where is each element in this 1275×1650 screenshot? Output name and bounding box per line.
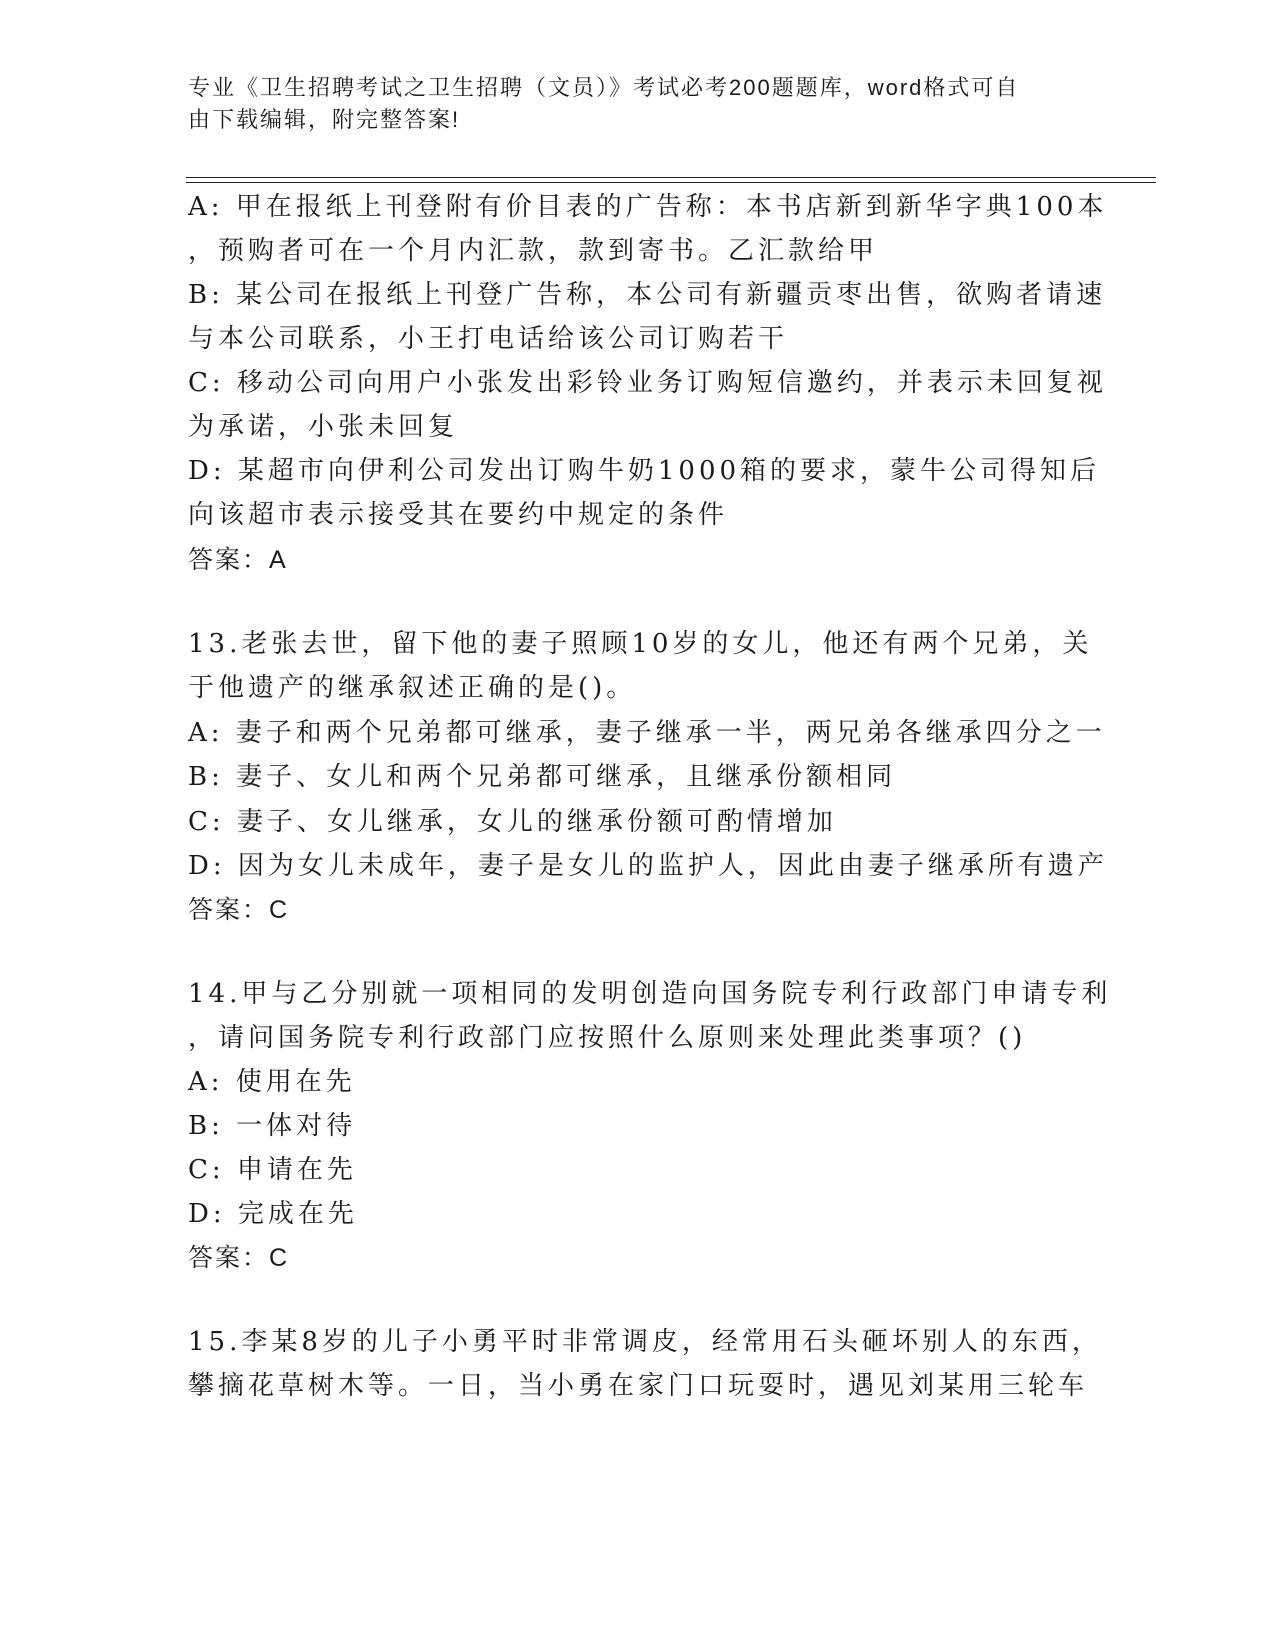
q12-option-d-line1: D: 某超市向伊利公司发出订购牛奶1000箱的要求，蒙牛公司得知后 bbox=[188, 456, 1101, 486]
q12-option-a-line1: A: 甲在报纸上刊登附有价目表的广告称：本书店新到新华字典100本 bbox=[188, 192, 1108, 222]
q15-question-line1: 15.李某8岁的儿子小勇平时非常调皮，经常用石头砸坏别人的东西， bbox=[188, 1327, 1102, 1357]
q14-option-d: D: 完成在先 bbox=[188, 1199, 358, 1229]
document-header bbox=[188, 72, 1068, 136]
header-divider-bottom bbox=[186, 182, 1156, 183]
q14-option-b: B: 一体对待 bbox=[188, 1111, 357, 1141]
q12-option-b-line1: B: 某公司在报纸上刊登广告称，本公司有新疆贡枣出售，欲购者请速 bbox=[188, 280, 1107, 310]
q13-option-c: C: 妻子、女儿继承，女儿的继承份额可酌情增加 bbox=[188, 807, 837, 837]
q14-question-line2: ，请问国务院专利行政部门应按照什么原则来处理此类事项？() bbox=[188, 1023, 1027, 1053]
q15-question-line2: 攀摘花草树木等。一日，当小勇在家门口玩耍时，遇见刘某用三轮车 bbox=[188, 1371, 1089, 1401]
q12-option-b-line2: 与本公司联系，小王打电话给该公司订购若干 bbox=[188, 324, 789, 354]
q14-answer: 答案：C bbox=[188, 1244, 290, 1272]
q13-option-d: D: 因为女儿未成年，妻子是女儿的监护人，因此由妻子继承所有遗产 bbox=[188, 851, 1108, 881]
q12-answer: 答案：A bbox=[188, 546, 288, 574]
q13-option-a: A: 妻子和两个兄弟都可继承，妻子继承一半，两兄弟各继承四分之一 bbox=[188, 718, 1106, 748]
q12-option-a-line2: ，预购者可在一个月内汇款，款到寄书。乙汇款给甲 bbox=[188, 236, 879, 266]
q13-question-line2: 于他遗产的继承叙述正确的是()。 bbox=[188, 673, 637, 703]
q14-option-a: A: 使用在先 bbox=[188, 1067, 356, 1097]
header-line-2: 由下载编辑，附完整答案! bbox=[188, 107, 461, 132]
q12-option-c-line1: C: 移动公司向用户小张发出彩铃业务订购短信邀约，并表示未回复视 bbox=[188, 368, 1107, 398]
header-divider-top bbox=[186, 177, 1156, 178]
q12-option-d-line2: 向该超市表示接受其在要约中规定的条件 bbox=[188, 500, 729, 530]
q12-option-c-line2: 为承诺，小张未回复 bbox=[188, 412, 459, 442]
q13-question-line1: 13.老张去世，留下他的妻子照顾10岁的女儿，他还有两个兄弟，关 bbox=[188, 629, 1093, 659]
q13-answer: 答案：C bbox=[188, 896, 290, 924]
q14-option-c: C: 申请在先 bbox=[188, 1155, 357, 1185]
q13-option-b: B: 妻子、女儿和两个兄弟都可继承，且继承份额相同 bbox=[188, 762, 897, 792]
q14-question-line1: 14.甲与乙分别就一项相同的发明创造向国务院专利行政部门申请专利 bbox=[188, 979, 1112, 1009]
header-line-1: 专业《卫生招聘考试之卫生招聘（文员）》考试必考200题题库，word格式可自 bbox=[188, 75, 1020, 100]
